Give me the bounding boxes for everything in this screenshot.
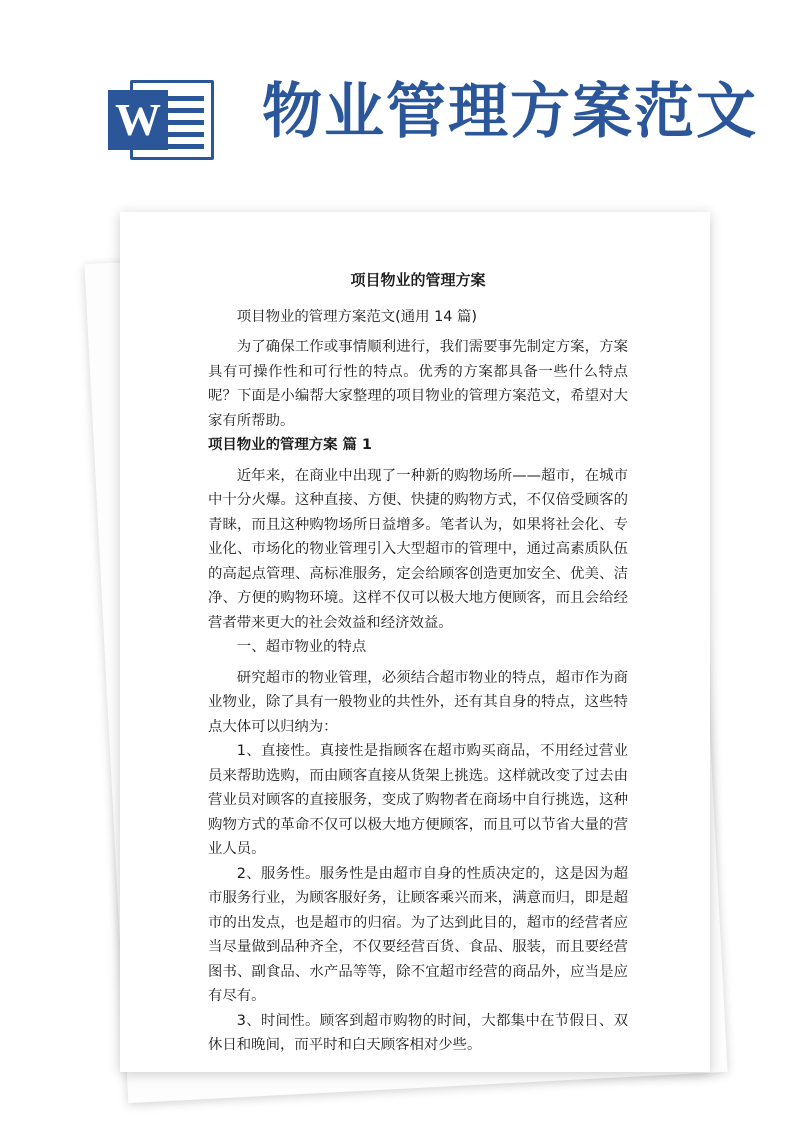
document-page	[120, 212, 710, 1072]
section-heading: 项目物业的管理方案 篇 1	[208, 437, 372, 453]
intro-paragraph: 为了确保工作或事情顺利进行，我们需要事先制定方案，方案具有可操作性和可行性的特点。优秀的方案都具备一些什么特点呢？下面是小编帮大家整理的项目物业的管理方案范文，希望对大家有所帮助。	[208, 339, 628, 429]
word-icon	[108, 74, 218, 164]
document-subtitle: 项目物业的管理方案范文(通用 14 篇)	[236, 308, 477, 325]
subheading: 一、超市物业的特点	[236, 639, 367, 655]
list-item-2: 2、服务性。服务性是由超市自身的性质决定的，这是因为超市服务行业，为顾客服好务，让顾客乘兴而来，满意而归，即是超市的出发点，也是超市的归宿。为了达到此目的，超市的经营者应当尽量做到品种齐全，不仅要经营百货、食品、服装，而且要经营图书、副食品、水产品等等，除不宜超市经营的商品外，应当是应有尽有。	[208, 865, 628, 1004]
banner-title: 物业管理方案范文	[262, 77, 758, 147]
word-icon-letter: W	[108, 90, 168, 150]
document-body	[208, 268, 628, 1058]
word-icon-line	[164, 120, 204, 125]
list-item-1: 1、直接性。真接性是指顾客在超市购买商品，不用经过营业员来帮助选购，而由顾客直接从货架上挑选。这样就改变了过去由营业员对顾客的直接服务，变成了购物者在商场中自行挑选，这种购物方式的革命不仅可以极大地方便顾客，而且可以节省大量的营业人员。	[208, 743, 628, 857]
list-item-3: 3、时间性。顾客到超市购物的时间，大都集中在节假日、双休日和晚间，而平时和白天顾客相对少些。	[208, 1012, 628, 1053]
section-paragraph-1: 近年来，在商业中出现了一种新的购物场所——超市，在城市中十分火爆。这种直接、方便、快捷的购物方式，不仅倍受顾客的青睐，而且这种购物场所日益增多。笔者认为，如果将社会化、专业化、市场化的物业管理引入大型超市的管理中，通过高素质队伍的高起点管理、高标准服务，定会给顾客创造更加安全、优美、洁净、方便的购物环境。这样不仅可以极大地方便顾客，而且会给经营者带来更大的社会效益和经济效益。	[208, 467, 628, 631]
document-title: 项目物业的管理方案	[350, 271, 486, 289]
word-icon-line	[164, 108, 204, 113]
header-banner	[0, 0, 800, 200]
section-paragraph-2: 研究超市的物业管理，必须结合超市物业的特点，超市作为商业物业，除了具有一般物业的共性外，还有其自身的特点，这些特点大体可以归纳为：	[208, 669, 628, 735]
word-icon-line	[164, 132, 204, 137]
word-icon-line	[164, 144, 204, 149]
word-icon-line	[164, 96, 204, 101]
